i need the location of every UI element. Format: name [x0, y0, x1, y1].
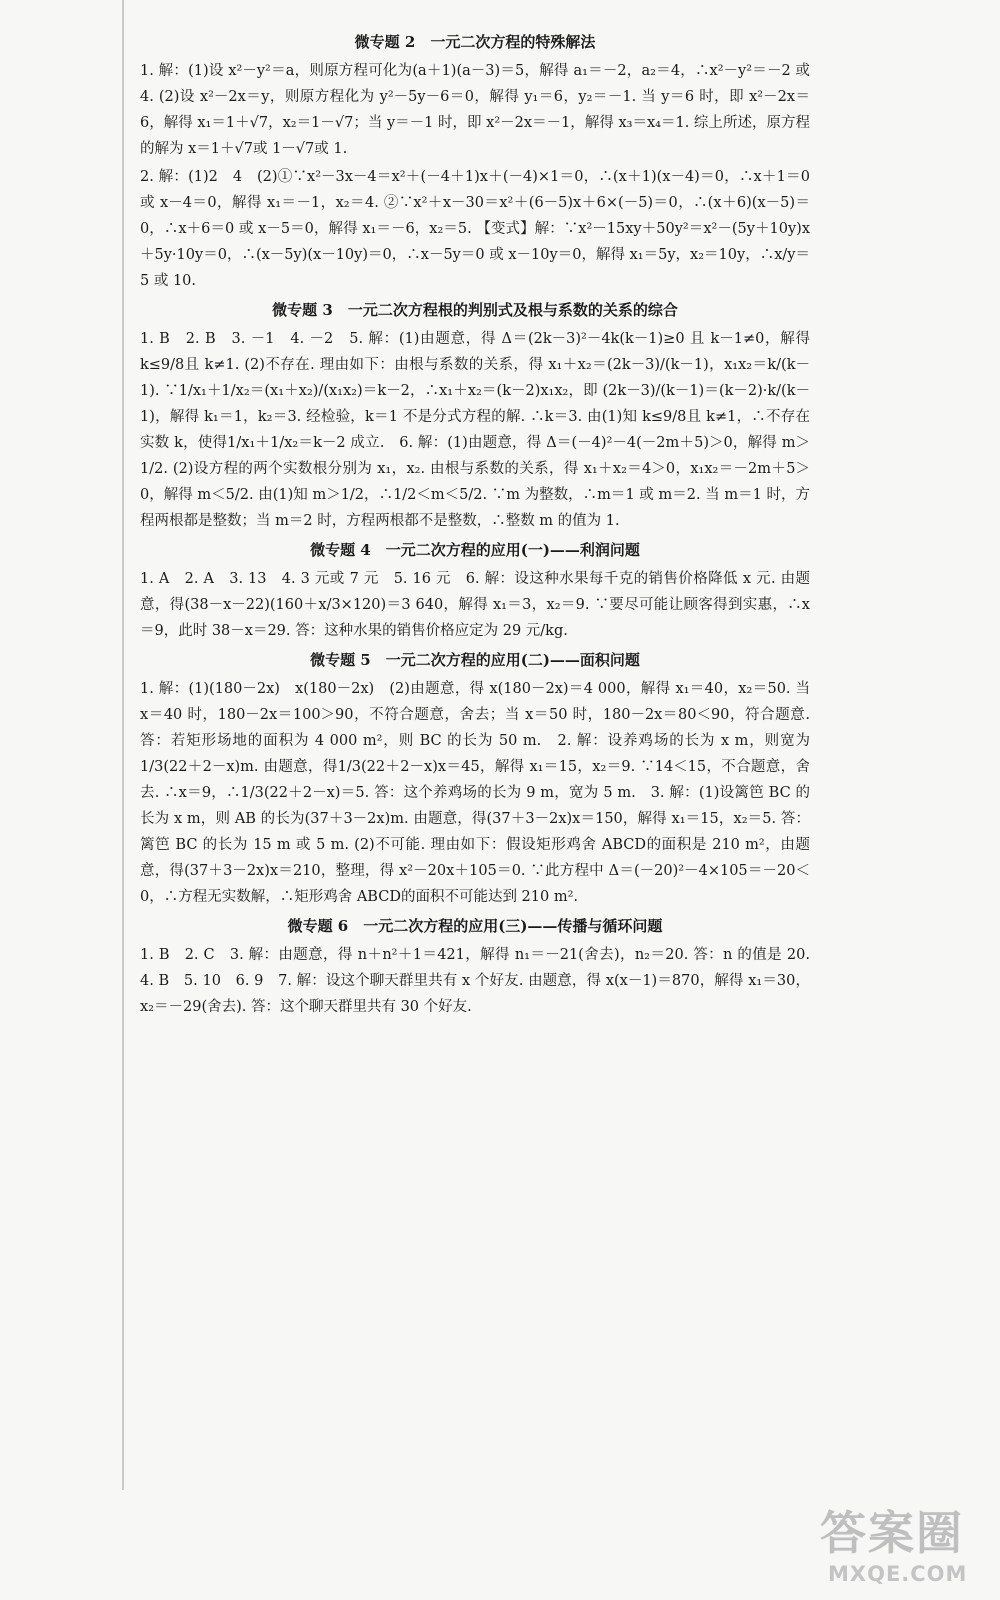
watermark-text-cn: 答案圈: [820, 1506, 964, 1560]
section-title: 微专题 2 一元二次方程的特殊解法: [354, 33, 596, 51]
section-6: [140, 912, 825, 1020]
answer-paragraph: 2. 解：(1)2 4 (2)①∵x²－3x－4＝x²＋(－4＋1)x＋(－4)×1＝0，∴(x＋1)(x－4)＝0，∴x＋1＝0 或 x－4＝0，解得 x₁＝－1，x₂＝4. ②∵x²＋x－30＝x²＋(6－5)x＋6×(－5)＝0，∴(x＋6)(x－5)＝0，∴x＋6＝0 或 x－5＝0，解得 x₁＝－6，x₂＝5. 【变式】解：∵x²－15xy＋50y²＝x²－(5y＋10y)x＋5y·10y＝0，∴(x－5y)(x－10y)＝0，∴x－5y＝0 或 x－10y＝0，解得 x₁＝5y，x₂＝10y，∴x/y＝5 或 10.: [140, 169, 810, 289]
section-title: 微专题 3 一元二次方程根的判别式及根与系数的关系的综合: [272, 301, 678, 319]
answer-paragraph: 1. B 2. B 3. －1 4. －2 5. 解：(1)由题意，得 Δ＝(2k－3)²－4k(k－1)≥0 且 k－1≠0，解得 k≤9/8且 k≠1. (2)不存在. 理由如下：由根与系数的关系，得 x₁＋x₂＝(2k－3)/(k－1)，x₁x₂＝k/(k－1). ∵1/x₁＋1/x₂＝(x₁＋x₂)/(x₁x₂)＝k－2，∴x₁＋x₂＝(k－2)x₁x₂，即 (2k－3)/(k－1)＝(k－2)·k/(k－1)，解得 k₁＝1，k₂＝3. 经检验，k＝1 不是分式方程的解. ∴k＝3. 由(1)知 k≤9/8且 k≠1，∴不存在实数 k，使得1/x₁＋1/x₂＝k－2 成立. 6. 解：(1)由题意，得 Δ＝(－4)²－4(－2m＋5)＞0，解得 m＞1/2. (2)设方程的两个实数根分别为 x₁，x₂. 由根与系数的关系，得 x₁＋x₂＝4＞0，x₁x₂＝－2m＋5＞0，解得 m＜5/2. 由(1)知 m＞1/2，∴1/2＜m＜5/2. ∵m 为整数，∴m＝1 或 m＝2. 当 m＝1 时，方程两根都是整数；当 m＝2 时，方程两根都不是整数，∴整数 m 的值为 1.: [140, 331, 810, 529]
answer-paragraph: 1. 解：(1)(180－2x) x(180－2x) (2)由题意，得 x(180－2x)＝4 000，解得 x₁＝40，x₂＝50. 当 x＝40 时，180－2x＝100＞90，不符合题意，舍去；当 x＝50 时，180－2x＝80＜90，符合题意. 答：若矩形场地的面积为 4 000 m²，则 BC 的长为 50 m. 2. 解：设养鸡场的长为 x m，则宽为1/3(22＋2－x)m. 由题意，得1/3(22＋2－x)x＝45，解得 x₁＝15，x₂＝9. ∵14＜15，不合题意，舍去. ∴x＝9，∴1/3(22＋2－x)＝5. 答：这个养鸡场的长为 9 m，宽为 5 m. 3. 解：(1)设篱笆 BC 的长为 x m，则 AB 的长为(37＋3－2x)m. 由题意，得(37＋3－2x)x＝150，解得 x₁＝15，x₂＝5. 答：篱笆 BC 的长为 15 m 或 5 m. (2)不可能. 理由如下：假设矩形鸡舍 ABCD的面积是 210 m²，由题意，得(37＋3－2x)x＝210，整理，得 x²－20x＋105＝0. ∵此方程中 Δ＝(－20)²－4×105＝－20＜0，∴方程无实数解，∴矩形鸡舍 ABCD的面积不可能达到 210 m².: [140, 681, 810, 905]
page-margin-line: [122, 0, 124, 1490]
section-title: 微专题 4 一元二次方程的应用(一)——利润问题: [310, 541, 640, 559]
section-title: 微专题 6 一元二次方程的应用(三)——传播与循环问题: [287, 917, 663, 935]
answer-content: [140, 28, 825, 1022]
watermark-logo: [820, 1506, 980, 1590]
answer-paragraph: 1. 解：(1)设 x²－y²＝a，则原方程可化为(a＋1)(a－3)＝5，解得 a₁＝－2，a₂＝4，∴x²－y²＝－2 或 4. (2)设 x²－2x＝y，则原方程化为 y²－5y－6＝0，解得 y₁＝6，y₂＝－1. 当 y＝6 时，即 x²－2x＝6，解得 x₁＝1＋√7，x₂＝1－√7；当 y＝－1 时，即 x²－2x＝－1，解得 x₃＝x₄＝1. 综上所述，原方程的解为 x＝1＋√7或 1－√7或 1.: [140, 63, 810, 157]
answer-paragraph: 1. A 2. A 3. 13 4. 3 元或 7 元 5. 16 元 6. 解：设这种水果每千克的销售价格降低 x 元. 由题意，得(38－x－22)(160＋x/3×120)＝3 640，解得 x₁＝3，x₂＝9. ∵要尽可能让顾客得到实惠，∴x＝9，此时 38－x＝29. 答：这种水果的销售价格应定为 29 元/kg.: [140, 571, 810, 639]
section-title: 微专题 5 一元二次方程的应用(二)——面积问题: [310, 651, 640, 669]
section-2: [140, 28, 810, 294]
section-4: [140, 536, 810, 644]
watermark-text-en: MXQE.COM: [828, 1562, 968, 1586]
answer-paragraph: 1. B 2. C 3. 解：由题意，得 n＋n²＋1＝421，解得 n₁＝－21(舍去)，n₂＝20. 答：n 的值是 20. 4. B 5. 10 6. 9 7. 解：设这个聊天群里共有 x 个好友. 由题意，得 x(x－1)＝870，解得 x₁＝30，x₂＝－29(舍去). 答：这个聊天群里共有 30 个好友.: [140, 947, 825, 1015]
section-5: [140, 646, 810, 910]
section-3: [140, 296, 810, 534]
